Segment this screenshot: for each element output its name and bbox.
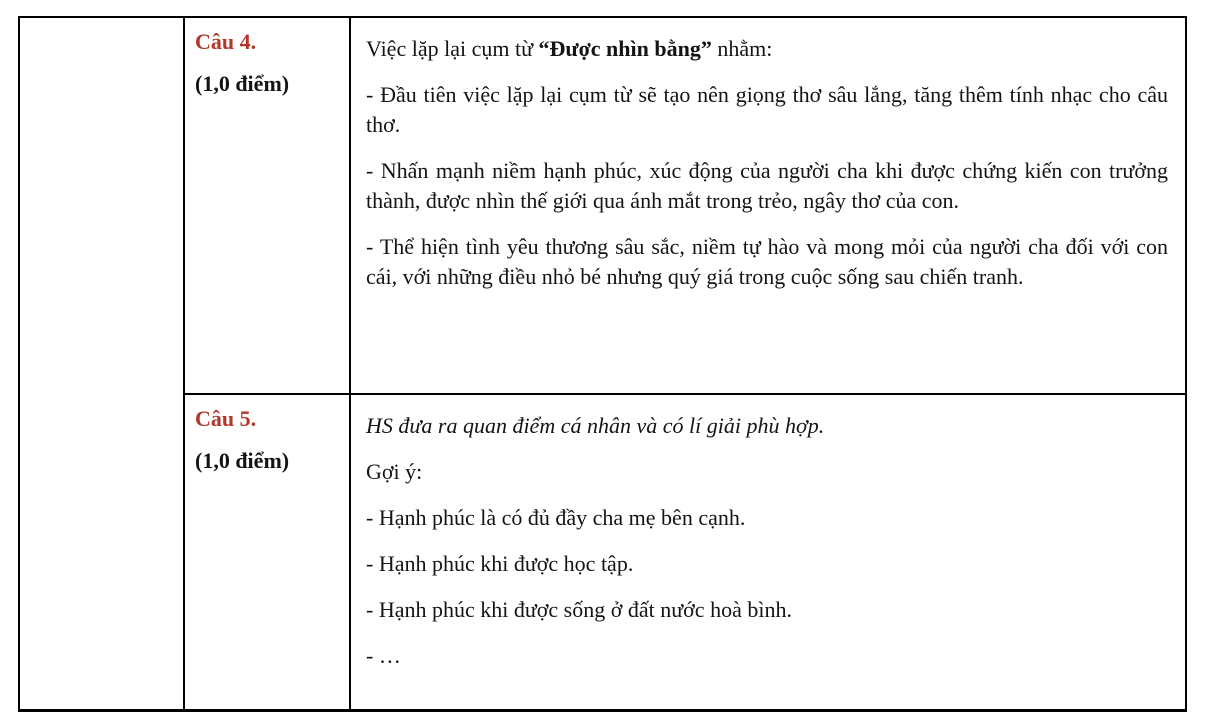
answer-paragraph: - Hạnh phúc khi được học tập. — [366, 551, 634, 576]
left-empty-column — [20, 18, 185, 709]
question-5-points: (1,0 điểm) — [195, 448, 290, 473]
answer-key-table — [18, 16, 1187, 712]
answer-paragraph: - Thể hiện tình yêu thương sâu sắc, niềm tự hào và mong mỏi của người cha đối với con cái, với những điều nhỏ bé nhưng quý giá trong cuộc sống sau chiến tranh. — [366, 234, 1168, 289]
answer-paragraph: - Hạnh phúc khi được sống ở đất nước hoà bình. — [366, 597, 792, 622]
question-4-label-cell — [185, 18, 351, 393]
question-4-points: (1,0 điểm) — [195, 71, 290, 96]
question-4-row — [185, 18, 1185, 395]
question-5-number: Câu 5. — [195, 406, 257, 431]
question-4-number: Câu 4. — [195, 29, 257, 54]
answer-paragraph: Gợi ý: — [366, 459, 423, 484]
question-4-answer-cell — [351, 18, 1185, 393]
question-5-label-cell — [185, 395, 351, 709]
table-content-column — [185, 18, 1185, 709]
lead-bold-phrase: “Được nhìn bằng” — [538, 36, 712, 61]
answer-paragraph: - Hạnh phúc là có đủ đầy cha mẹ bên cạnh. — [366, 505, 746, 530]
lead-prefix: Việc lặp lại cụm từ — [366, 36, 539, 61]
answer-lead-paragraph — [366, 34, 1168, 64]
answer-paragraph: - Đầu tiên việc lặp lại cụm từ sẽ tạo nên giọng thơ sâu lắng, tăng thêm tính nhạc cho câu thơ. — [366, 82, 1168, 137]
question-5-row — [185, 395, 1185, 709]
lead-suffix: nhằm: — [711, 36, 773, 61]
answer-paragraph: - … — [366, 643, 401, 668]
answer-italic-note: HS đưa ra quan điểm cá nhân và có lí giải phù hợp. — [366, 413, 825, 438]
answer-paragraph: - Nhấn mạnh niềm hạnh phúc, xúc động của người cha khi được chứng kiến con trưởng thành, được nhìn thế giới qua ánh mắt trong trẻo, ngây thơ của con. — [366, 158, 1168, 213]
question-5-answer-cell — [351, 395, 1185, 709]
